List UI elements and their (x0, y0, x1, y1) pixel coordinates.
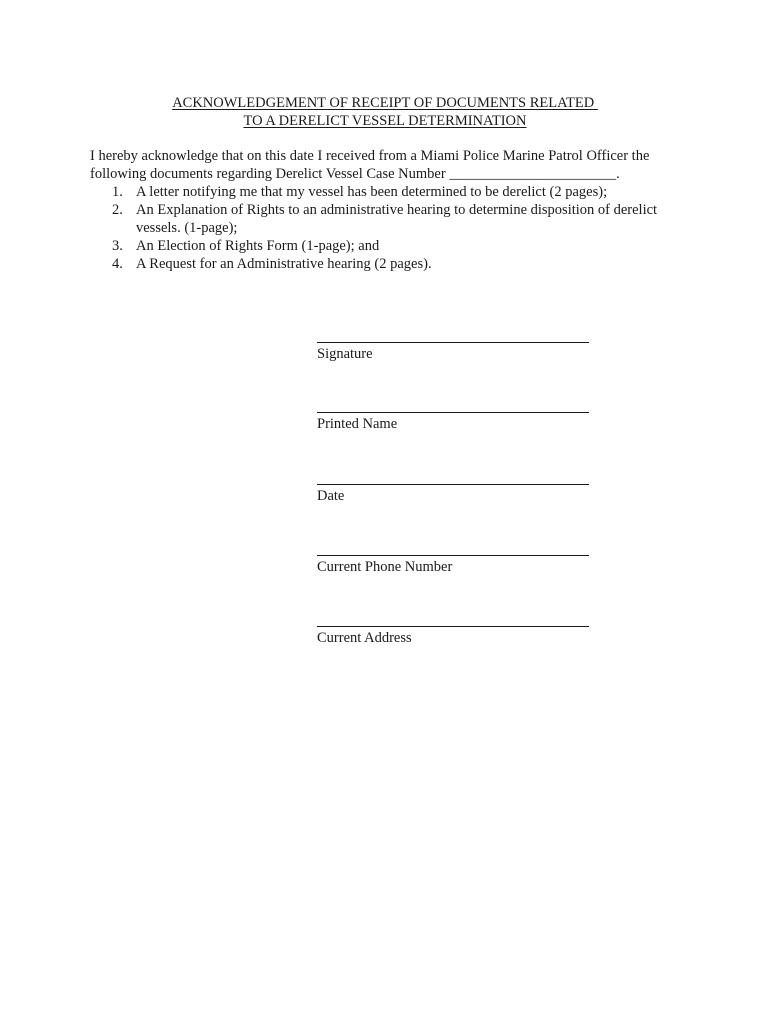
list-item-line: An Explanation of Rights to an administrative hearing to determine disposition of derelict (136, 202, 658, 218)
date-field[interactable] (317, 484, 589, 505)
list-item-line: A Request for an Administrative hearing (2 pages). (136, 256, 432, 272)
intro-line-2: following documents regarding Derelict Vessel Case Number _______________________. (90, 166, 620, 182)
list-item-number: 4. (112, 256, 123, 272)
printed-name-line[interactable] (317, 412, 589, 413)
list-item-line: vessels. (1-page); (136, 220, 238, 236)
list-item (90, 183, 690, 201)
address-label: Current Address (317, 630, 412, 646)
document-title-line-2: TO A DERELICT VESSEL DETERMINATION (243, 113, 527, 129)
printed-name-field[interactable] (317, 412, 589, 433)
list-item (90, 255, 690, 273)
document-list (90, 183, 690, 273)
signature-field[interactable] (317, 342, 589, 363)
phone-number-label: Current Phone Number (317, 559, 453, 575)
address-line[interactable] (317, 626, 589, 627)
signature-label: Signature (317, 346, 373, 362)
date-line[interactable] (317, 484, 589, 485)
signature-line[interactable] (317, 342, 589, 343)
list-item-text (136, 255, 690, 273)
list-item-line: An Election of Rights Form (1-page); and (136, 238, 380, 254)
address-field[interactable] (317, 626, 589, 647)
date-label: Date (317, 488, 345, 504)
list-item (90, 237, 690, 255)
intro-line-1: I hereby acknowledge that on this date I received from a Miami Police Marine Patrol Officer the (90, 148, 650, 164)
list-item-text (136, 237, 690, 255)
list-item-text (136, 201, 690, 237)
list-item-line: A letter notifying me that my vessel has been determined to be derelict (2 pages); (136, 184, 608, 200)
list-item-number: 1. (112, 184, 123, 200)
list-item-text (136, 183, 690, 201)
document-title-line-1: ACKNOWLEDGEMENT OF RECEIPT OF DOCUMENTS RELATED (172, 95, 598, 111)
printed-name-label: Printed Name (317, 416, 398, 432)
intro-paragraph (90, 147, 690, 183)
phone-number-line[interactable] (317, 555, 589, 556)
list-item-number: 3. (112, 238, 123, 254)
phone-number-field[interactable] (317, 555, 589, 576)
list-item (90, 201, 690, 237)
list-item-number: 2. (112, 202, 123, 218)
